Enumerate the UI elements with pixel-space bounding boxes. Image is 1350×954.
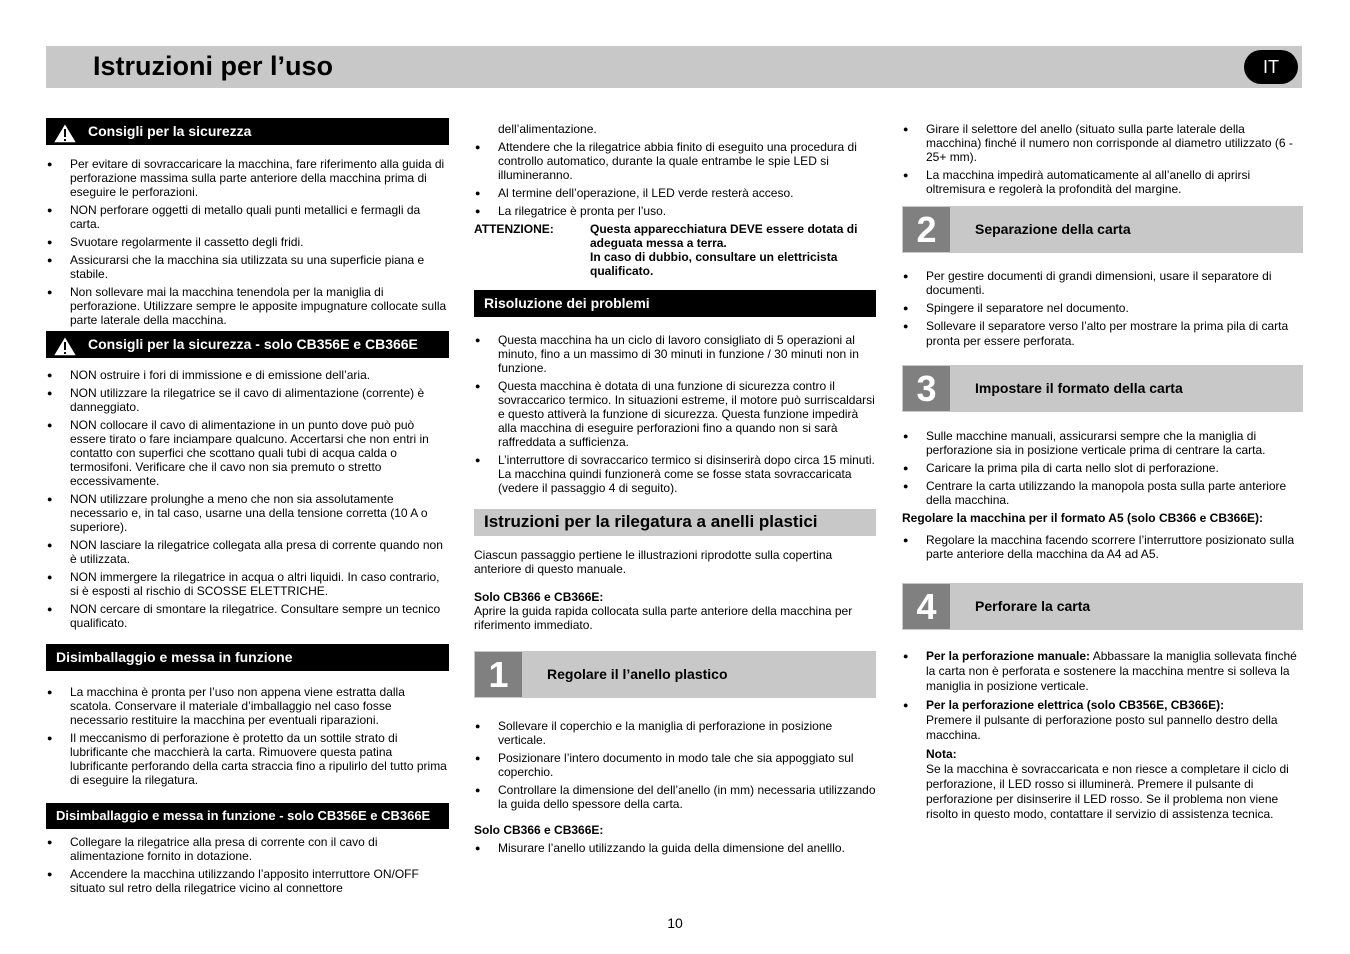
list-item: ● Non sollevare mai la macchina tenendola per la maniglia di perforazione. Utilizzare sempre le apposite impugnature collocate sulla parte laterale della macchina. [46,285,449,327]
step3-list [902,429,1303,507]
safety-list [46,157,449,327]
step-number: 1 [475,652,522,697]
section-header-binding [474,509,876,536]
list-item: ● Girare il selettore del anello (situato sulla parte laterale della macchina) finché il numero non corrisponde al diametro utilizzato (6 - 25+ mm). [902,122,1303,164]
step-3-header [902,365,1303,412]
attention-label: ATTENZIONE: [474,222,554,236]
list-item: ● Sollevare il separatore verso l’alto per mostrare la prima pila di carta pronta per essere perforata. [902,319,1303,349]
list-item: ● Collegare la rilegatrice alla presa di corrente con il cavo di alimentazione fornito in dotazione. [46,835,449,863]
electric-label: ● Per la perforazione elettrica (solo CB356E, CB366E): [926,698,1225,712]
list-item [902,649,1303,694]
step-title: Perforare la carta [975,598,1091,614]
column-1 [46,118,449,899]
note-label: Nota: [926,747,957,761]
section-header-unpacking-cb356e [46,803,449,829]
continued-text: dell’alimentazione. [498,122,597,136]
list-item: ● Questa macchina ha un ciclo di lavoro consigliato di 5 operazioni al minuto, fino a un massimo di 30 minuti in funzione / 30 minuti non in funzione. [474,333,876,375]
list-item: ● NON perforare oggetti di metallo quali punti metallici e fermagli da carta. [46,203,449,231]
list-item: ● Al termine dell’operazione, il LED verde resterà acceso. [474,186,876,200]
list-item: ● Il meccanismo di perforazione è protetto da un sottile strato di lubrificante che macchierà la carta. Rimuovere questa patina lubrificante perforando della carta straccia fino a ripulirlo del tutto prima di eseguire la rilegatura. [46,731,449,787]
step4-list [902,649,1303,822]
section-header-troubleshooting [474,290,876,317]
section-title: Istruzioni per la rilegatura a anelli plastici [484,512,818,531]
step-2-header [902,206,1303,253]
step-4-header [902,583,1303,630]
step-1-header [474,651,876,698]
language-badge: IT [1244,50,1298,84]
step-title: Regolare il l’anello plastico [547,666,728,682]
section-title: Disimballaggio e messa in funzione - solo CB356E e CB366E [56,808,431,823]
unpack2-list [46,835,449,895]
step1-only-label: Solo CB366 e CB366E: [474,823,604,837]
section-title: Risoluzione dei problemi [484,295,650,311]
list-item: ● NON utilizzare prolunghe a meno che non sia assolutamente necessario e, in tal caso, usarne una della tensione corretta (10 A o superiore). [46,492,449,534]
column-2 [474,122,876,859]
manual-label: Per la perforazione manuale: [926,649,1091,663]
list-item: ● Centrare la carta utilizzando la manopola posta sulla parte anteriore della macchina. [902,479,1303,507]
trouble-list [474,333,876,495]
list-item: ● NON lasciare la rilegatrice collegata alla presa di corrente quando non è utilizzata. [46,538,449,566]
list-item: ● La macchina è pronta per l’uso non appena viene estratta dalla scatola. Conservare il materiale d’imballaggio nel caso fosse necessario restituire la macchina per eventuali riparazioni. [46,685,449,727]
list-item: ● Per gestire documenti di grandi dimensioni, usare il separatore di documenti. [902,269,1303,297]
step3-a5-label: Regolare la macchina per il formato A5 (solo CB366 e CB366E): [902,511,1264,525]
page-number: 10 [667,915,683,931]
list-item: ● Per evitare di sovraccaricare la macchina, fare riferimento alla guida di perforazione massima sulla parte anteriore della macchina prima di eseguire le perforazioni. [46,157,449,199]
list-item: ● Attendere che la rilegatrice abbia finito di eseguito una procedura di controllo automatico, durante la quale entrambe le spie LED si illumineranno. [474,140,876,182]
electric-text: Premere il pulsante di perforazione posto sul pannello destro della macchina. [926,713,1278,742]
step-title: Impostare il formato della carta [975,380,1183,396]
section-header-safety-cb356e [46,331,449,358]
page-title: Istruzioni per l’uso [93,51,334,81]
list-item: ● Sulle macchine manuali, assicurarsi sempre che la maniglia di perforazione sia in posizione verticale prima di centrare la carta. [902,429,1303,457]
list-item: ● NON cercare di smontare la rilegatrice. Consultare sempre un tecnico qualificato. [46,602,449,630]
title-banner [46,46,1302,88]
attention-line: In caso di dubbio, consultare un elettricista qualificato. [590,250,838,278]
list-item: ● Questa macchina è dotata di una funzione di sicurezza contro il sovraccarico termico. In situazioni estreme, il motore può surriscaldarsi e questo attiverà la funzione di sicurezza. Questa funzione impedirà alla macchina di eseguire perforazioni fino a quando non si sarà raffreddata a sufficienza. [474,379,876,449]
step-title: Separazione della carta [975,221,1131,237]
section-header-safety [46,118,449,145]
step1-only-list [474,841,876,855]
attention-line: Questa apparecchiatura DEVE essere dotata di adeguata messa a terra. [590,222,858,250]
list-item: ● NON immergere la rilegatrice in acqua o altri liquidi. In caso contrario, si è esposti al rischio di SCOSSE ELETTRICHE. [46,570,449,598]
list-item: ● Sollevare il coperchio e la maniglia di perforazione in posizione verticale. [474,719,876,747]
section-title: Consigli per la sicurezza - solo CB356E e CB366E [88,336,418,352]
section-title: Disimballaggio e messa in funzione [56,649,293,665]
list-item: ● La macchina impedirà automaticamente al all’anello di aprirsi oltremisura e regolerà la profondità del margine. [902,168,1303,196]
list-item: ● Regolare la macchina facendo scorrere l’interruttore posizionato sulla parte anteriore della macchina da A4 ad A5. [902,533,1303,561]
list-item: ● Misurare l’anello utilizzando la guida della dimensione del anelllo. [474,841,876,855]
list-item [902,698,1303,822]
manual-text: Abbassare la maniglia sollevata finché la carta non è perforata e sostenere la macchina mentre si solleva la maniglia in posizione verticale. [926,649,1297,693]
step2-list [902,269,1303,349]
binding-intro: Ciascun passaggio pertiene le illustrazioni riprodotte sulla copertina anteriore di questo manuale. [474,548,833,576]
binding-only-text: Aprire la guida rapida collocata sulla parte anteriore della macchina per riferimento immediato. [474,604,853,632]
list-item: ● Svuotare regolarmente il cassetto degli fridi. [46,235,449,249]
list-item: ● Controllare la dimensione del dell’anello (in mm) necessaria utilizzando la guida dello spessore della carta. [474,783,876,811]
step3-a5-list [902,533,1303,561]
warning-icon [52,122,78,144]
list-item: ● L’interruttore di sovraccarico termico si disinserirà dopo circa 15 minuti. La macchina quindi funzionerà come se fosse stata sovraccaricata (vedere il passaggio 4 di seguito). [474,453,876,495]
warning-icon [52,335,78,357]
list-item: ● Posizionare l’intero documento in modo tale che sia appoggiato sul coperchio. [474,751,876,779]
list-item: ● NON ostruire i fori di immissione e di emissione dell’aria. [46,368,449,382]
list-item: ● La rilegatrice è pronta per l’uso. [474,204,876,218]
list-item: ● Caricare la prima pila di carta nello slot di perforazione. [902,461,1303,475]
note-text: Se la macchina è sovraccaricata e non riesce a completare il ciclo di perforazione, il LED rosso si illuminerà. Premere il pulsante di perforazione per disinserire il LED rosso. Se il problema non viene risolto in questo modo, contattare il servizio di assistenza tecnica. [926,762,1289,821]
step-number: 2 [903,207,950,252]
list-item: ● Spingere il separatore nel documento. [902,301,1303,315]
unpack-list [46,685,449,787]
step-number: 4 [903,584,950,629]
list-item: ● Accendere la macchina utilizzando l’apposito interruttore ON/OFF situato sul retro della rilegatrice vicino al connettore [46,867,449,895]
column-3 [902,122,1303,826]
ring-selector-list [902,122,1303,196]
section-header-unpacking [46,644,449,671]
step-number: 3 [903,366,950,411]
attention-note [474,222,876,278]
safety2-list [46,368,449,630]
binding-only-label: Solo CB366 e CB366E: [474,590,604,604]
list-item: ● NON collocare il cavo di alimentazione in un punto dove può può essere tirato o fare inciampare qualcuno. Accertarsi che non entri in contatto con superfici che scottano quali tubi di acqua calda o termosifoni. Verificare che il cavo non sia premuto o stretto eccessivamente. [46,418,449,488]
section-title: Consigli per la sicurezza [88,123,252,139]
list-item: ● Assicurarsi che la macchina sia utilizzata su una superficie piana e stabile. [46,253,449,281]
startup-list [474,140,876,218]
list-item: ● NON utilizzare la rilegatrice se il cavo di alimentazione (corrente) è danneggiato. [46,386,449,414]
step1-list [474,719,876,811]
